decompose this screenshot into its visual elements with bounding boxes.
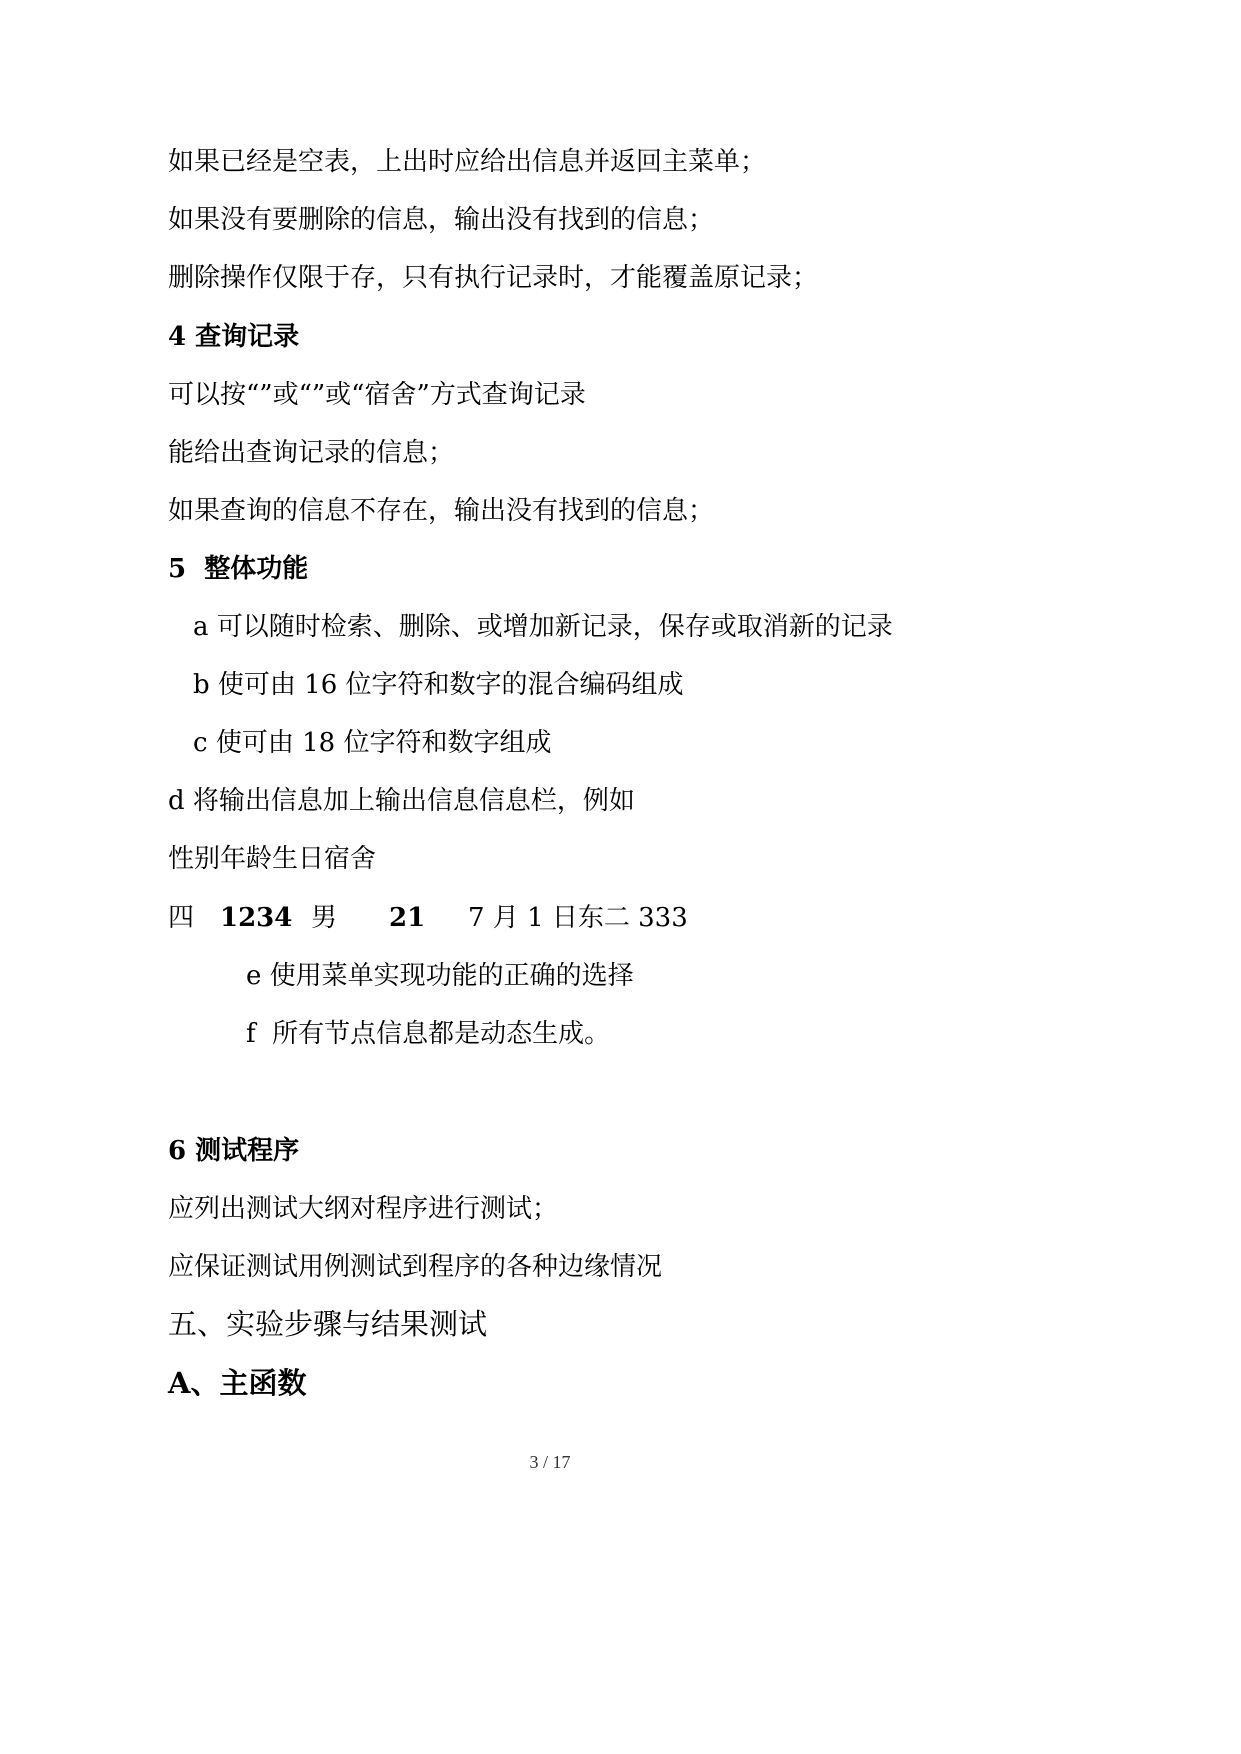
list-item-f: f 所有节点信息都是动态生成。 [246, 1019, 611, 1049]
subsection-heading-main: A、主函数 [168, 1366, 307, 1400]
list-item-b: b 使可由 16 位字符和数字的混合编码组成 [193, 670, 684, 700]
page-number: 3 / 17 [529, 1452, 571, 1472]
list-item-a: a 可以随时检索、删除、或增加新记录，保存或取消新的记录 [193, 612, 893, 642]
text-line-test-cases: 应保证测试用例测试到程序的各种边缘情况 [168, 1252, 663, 1282]
example-gender: 男 [311, 903, 338, 933]
section-heading-test: 6 测试程序 [168, 1136, 300, 1166]
text-line-delete-operation: 删除操作仅限于存，只有执行记录时，才能覆盖原记录； [168, 263, 819, 293]
text-line-query-mode: 可以按“”或“”或“宿舍”方式查询记录 [168, 380, 586, 410]
text-line-delete-not-found: 如果没有要删除的信息，输出没有找到的信息； [168, 205, 715, 235]
section-heading-query: 4 查询记录 [168, 322, 300, 352]
example-birthday-dorm: 7 月 1 日东二 333 [468, 903, 688, 933]
list-item-d: d 将输出信息加上输出信息信息栏，例如 [168, 786, 635, 816]
text-line-empty-table: 如果已经是空表，上出时应给出信息并返回主菜单； [168, 147, 767, 177]
example-age: 21 [389, 903, 426, 933]
list-item-e: e 使用菜单实现功能的正确的选择 [246, 961, 634, 991]
text-line-query-not-found: 如果查询的信息不存在，输出没有找到的信息； [168, 496, 715, 526]
section-heading-overall: 5 整体功能 [168, 554, 309, 584]
example-id: 1234 [220, 903, 293, 933]
example-name: 四 [168, 903, 195, 933]
chapter-heading-steps: 五、实验步骤与结果测试 [168, 1307, 488, 1341]
text-line-column-headers: 性别年龄生日宿舍 [168, 844, 377, 874]
text-line-query-info: 能给出查询记录的信息； [168, 438, 455, 468]
list-item-c: c 使可由 18 位字符和数字组成 [193, 728, 552, 758]
text-line-test-outline: 应列出测试大纲对程序进行测试； [168, 1194, 559, 1224]
